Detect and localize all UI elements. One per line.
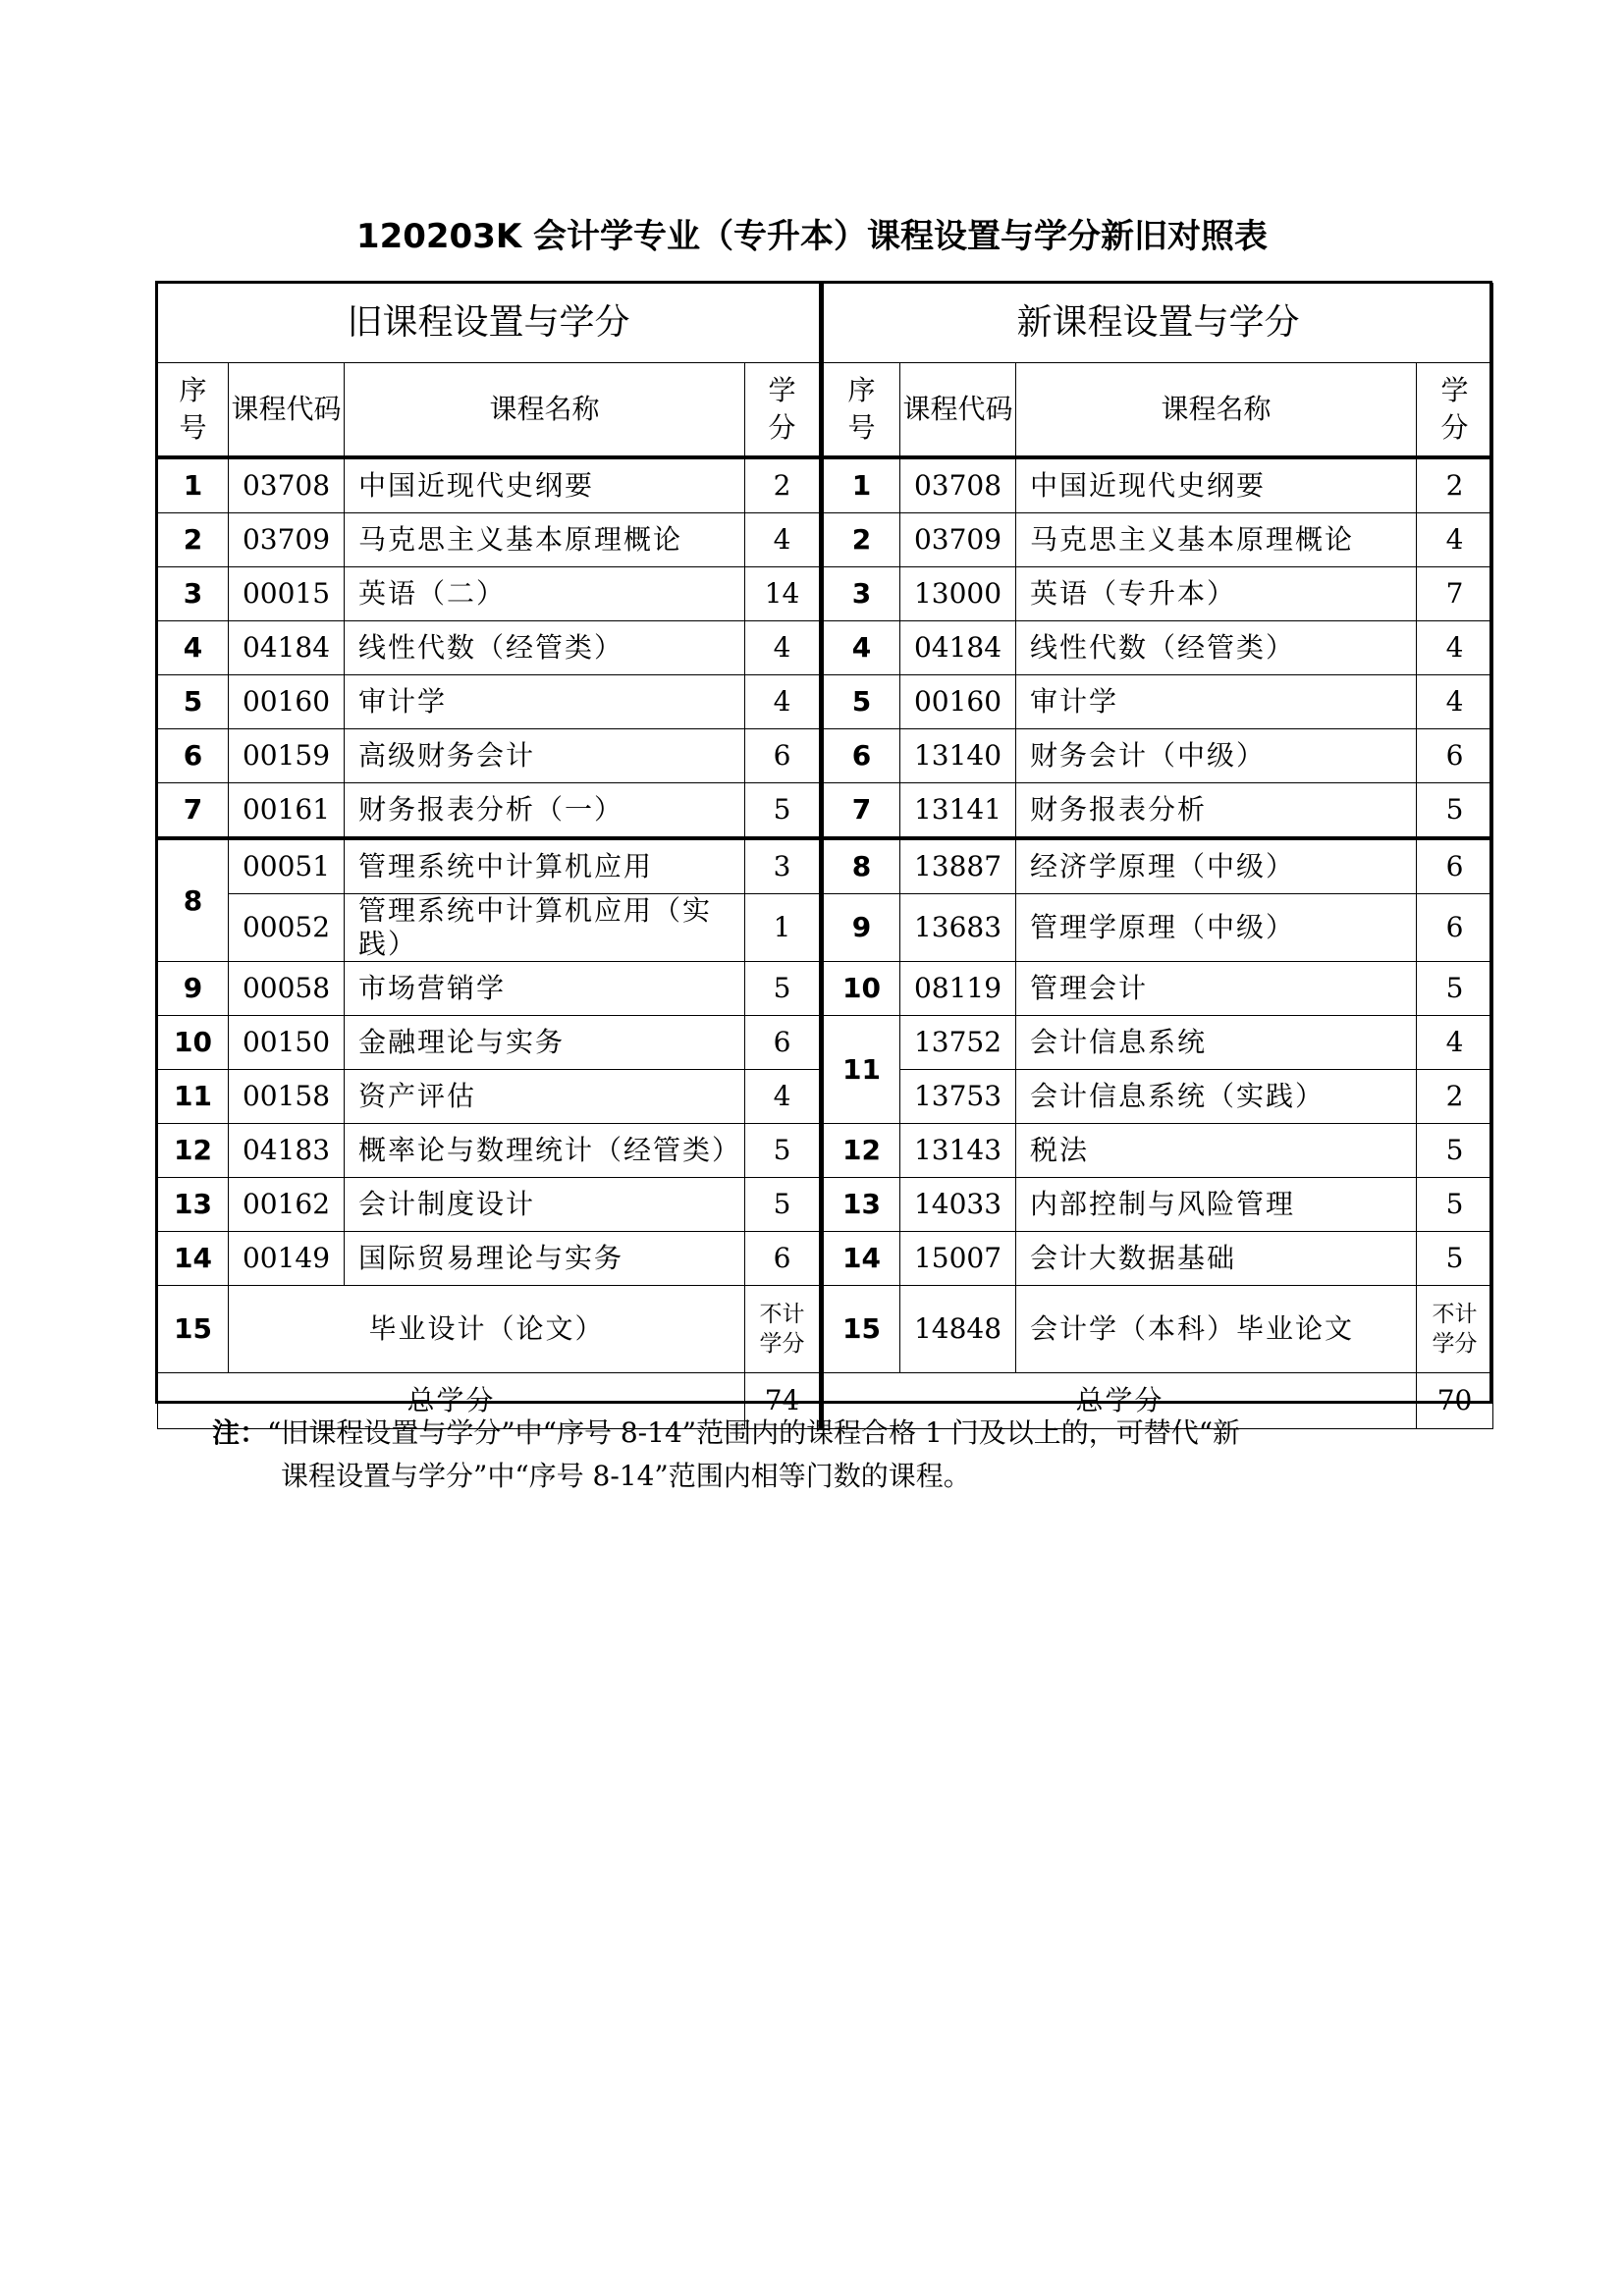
old-credit-cell: 不计 学分 (745, 1286, 822, 1373)
new-credit-cell: 2 (1417, 457, 1493, 513)
old-credit-cell: 14 (745, 567, 822, 621)
table-row (158, 675, 1493, 729)
new-name-cell: 审计学 (1016, 675, 1417, 729)
new-seq-cell: 11 (822, 1016, 900, 1124)
old-name-cell: 管理系统中计算机应用（实践） (345, 894, 745, 962)
old-name-cell: 线性代数（经管类） (345, 621, 745, 675)
new-seq-cell: 7 (822, 783, 900, 839)
new-credit-cell: 4 (1417, 621, 1493, 675)
old-seq-cell: 15 (158, 1286, 229, 1373)
table-row (158, 962, 1493, 1016)
old-code-cell: 00150 (229, 1016, 345, 1070)
new-name-header: 课程名称 (1016, 363, 1417, 458)
old-seq-cell: 7 (158, 783, 229, 839)
old-section-header: 旧课程设置与学分 (158, 284, 822, 363)
new-name-cell: 财务报表分析 (1016, 783, 1417, 839)
old-name-cell: 资产评估 (345, 1070, 745, 1124)
old-code-cell: 00058 (229, 962, 345, 1016)
old-code-cell: 04183 (229, 1124, 345, 1178)
new-code-cell: 03708 (900, 457, 1016, 513)
new-seq-cell: 9 (822, 894, 900, 962)
old-name-cell: 管理系统中计算机应用 (345, 838, 745, 894)
new-credit-cell: 2 (1417, 1070, 1493, 1124)
new-name-cell: 管理学原理（中级） (1016, 894, 1417, 962)
old-code-cell: 00162 (229, 1178, 345, 1232)
new-credit-cell: 4 (1417, 513, 1493, 567)
new-seq-cell: 10 (822, 962, 900, 1016)
new-seq-header: 序 号 (822, 363, 900, 458)
new-name-cell: 中国近现代史纲要 (1016, 457, 1417, 513)
old-credit-cell: 1 (745, 894, 822, 962)
new-code-cell: 03709 (900, 513, 1016, 567)
new-seq-cell: 5 (822, 675, 900, 729)
new-code-cell: 13887 (900, 838, 1016, 894)
old-credit-cell: 4 (745, 513, 822, 567)
new-code-cell: 14033 (900, 1178, 1016, 1232)
old-seq-cell: 10 (158, 1016, 229, 1070)
old-code-cell: 03709 (229, 513, 345, 567)
new-code-header: 课程代码 (900, 363, 1016, 458)
old-credit-cell: 6 (745, 1016, 822, 1070)
old-credit-cell: 2 (745, 457, 822, 513)
old-name-cell: 会计制度设计 (345, 1178, 745, 1232)
old-name-cell: 毕业设计（论文） (229, 1286, 745, 1373)
new-seq-cell: 13 (822, 1178, 900, 1232)
new-credit-header: 学 分 (1417, 363, 1493, 458)
old-code-cell: 00159 (229, 729, 345, 783)
old-seq-cell: 9 (158, 962, 229, 1016)
new-seq-cell: 3 (822, 567, 900, 621)
new-code-cell: 04184 (900, 621, 1016, 675)
document-title: 120203K 会计学专业（专升本）课程设置与学分新旧对照表 (355, 217, 1269, 256)
new-credit-cell: 4 (1417, 675, 1493, 729)
old-name-cell: 高级财务会计 (345, 729, 745, 783)
new-credit-cell: 6 (1417, 894, 1493, 962)
old-seq-header: 序 号 (158, 363, 229, 458)
footnote-label: 注： (212, 1416, 268, 1449)
new-code-cell: 13753 (900, 1070, 1016, 1124)
new-seq-cell: 4 (822, 621, 900, 675)
footnote-line-1: “旧课程设置与学分”中“序号 8-14”范围内的课程合格 1 门及以上的，可替代“新 (267, 1416, 1241, 1449)
old-name-cell: 国际贸易理论与实务 (345, 1232, 745, 1286)
new-total-label: 总学分 (822, 1373, 1417, 1429)
old-credit-cell: 5 (745, 962, 822, 1016)
new-section-header: 新课程设置与学分 (822, 284, 1493, 363)
old-seq-cell: 13 (158, 1178, 229, 1232)
table-row (158, 1124, 1493, 1178)
old-credit-cell: 5 (745, 1124, 822, 1178)
old-credit-cell: 3 (745, 838, 822, 894)
old-credit-cell: 6 (745, 729, 822, 783)
old-seq-cell: 12 (158, 1124, 229, 1178)
new-name-cell: 线性代数（经管类） (1016, 621, 1417, 675)
table-row (158, 1016, 1493, 1070)
table-row (158, 1178, 1493, 1232)
new-code-cell: 13141 (900, 783, 1016, 839)
old-total-label: 总学分 (158, 1373, 745, 1429)
old-seq-cell: 11 (158, 1070, 229, 1124)
new-credit-cell: 不计 学分 (1417, 1286, 1493, 1373)
old-code-cell: 00149 (229, 1232, 345, 1286)
table-row (158, 457, 1493, 513)
old-credit-cell: 5 (745, 783, 822, 839)
new-code-cell: 13000 (900, 567, 1016, 621)
table-row (158, 567, 1493, 621)
new-seq-cell: 1 (822, 457, 900, 513)
old-name-cell: 金融理论与实务 (345, 1016, 745, 1070)
old-code-cell: 03708 (229, 457, 345, 513)
new-code-cell: 13683 (900, 894, 1016, 962)
old-name-cell: 英语（二） (345, 567, 745, 621)
old-name-cell: 审计学 (345, 675, 745, 729)
new-name-cell: 会计信息系统（实践） (1016, 1070, 1417, 1124)
old-code-cell: 00052 (229, 894, 345, 962)
new-name-cell: 马克思主义基本原理概论 (1016, 513, 1417, 567)
new-code-cell: 13752 (900, 1016, 1016, 1070)
new-seq-cell: 8 (822, 838, 900, 894)
new-credit-cell: 5 (1417, 962, 1493, 1016)
new-code-cell: 13143 (900, 1124, 1016, 1178)
old-seq-cell: 4 (158, 621, 229, 675)
new-name-cell: 会计信息系统 (1016, 1016, 1417, 1070)
new-credit-cell: 5 (1417, 1124, 1493, 1178)
old-name-cell: 财务报表分析（一） (345, 783, 745, 839)
old-code-cell: 00015 (229, 567, 345, 621)
new-name-cell: 管理会计 (1016, 962, 1417, 1016)
new-total-value: 70 (1417, 1373, 1493, 1429)
new-name-cell: 财务会计（中级） (1016, 729, 1417, 783)
old-name-cell: 概率论与数理统计（经管类） (345, 1124, 745, 1178)
old-code-cell: 00161 (229, 783, 345, 839)
old-name-header: 课程名称 (345, 363, 745, 458)
new-code-cell: 15007 (900, 1232, 1016, 1286)
old-name-cell: 马克思主义基本原理概论 (345, 513, 745, 567)
footnote (212, 1412, 1449, 1498)
old-credit-header: 学 分 (745, 363, 822, 458)
new-code-cell: 14848 (900, 1286, 1016, 1373)
table-row (158, 894, 1493, 962)
new-seq-cell: 2 (822, 513, 900, 567)
old-seq-cell: 6 (158, 729, 229, 783)
new-seq-cell: 14 (822, 1232, 900, 1286)
table-row (158, 838, 1493, 894)
old-credit-cell: 4 (745, 1070, 822, 1124)
new-credit-cell: 5 (1417, 1232, 1493, 1286)
old-seq-cell: 3 (158, 567, 229, 621)
new-code-cell: 08119 (900, 962, 1016, 1016)
new-credit-cell: 6 (1417, 838, 1493, 894)
old-seq-cell: 2 (158, 513, 229, 567)
table-row (158, 513, 1493, 567)
new-name-cell: 会计学（本科）毕业论文 (1016, 1286, 1417, 1373)
new-name-cell: 税法 (1016, 1124, 1417, 1178)
table-row (158, 1232, 1493, 1286)
old-credit-cell: 4 (745, 675, 822, 729)
old-name-cell: 市场营销学 (345, 962, 745, 1016)
table-row (158, 621, 1493, 675)
old-seq-cell: 8 (158, 838, 229, 962)
new-credit-cell: 7 (1417, 567, 1493, 621)
old-seq-cell: 14 (158, 1232, 229, 1286)
table-row (158, 1286, 1493, 1373)
new-name-cell: 会计大数据基础 (1016, 1232, 1417, 1286)
old-credit-cell: 6 (745, 1232, 822, 1286)
new-credit-cell: 6 (1417, 729, 1493, 783)
new-credit-cell: 5 (1417, 783, 1493, 839)
new-seq-cell: 6 (822, 729, 900, 783)
old-total-value: 74 (745, 1373, 822, 1429)
table-row (158, 729, 1493, 783)
new-name-cell: 内部控制与风险管理 (1016, 1178, 1417, 1232)
old-seq-cell: 1 (158, 457, 229, 513)
course-comparison-table (157, 283, 1493, 1429)
old-code-cell: 00051 (229, 838, 345, 894)
new-name-cell: 英语（专升本） (1016, 567, 1417, 621)
old-seq-cell: 5 (158, 675, 229, 729)
new-code-cell: 00160 (900, 675, 1016, 729)
old-credit-cell: 5 (745, 1178, 822, 1232)
old-name-cell: 中国近现代史纲要 (345, 457, 745, 513)
new-name-cell: 经济学原理（中级） (1016, 838, 1417, 894)
new-seq-cell: 12 (822, 1124, 900, 1178)
new-code-cell: 13140 (900, 729, 1016, 783)
old-code-header: 课程代码 (229, 363, 345, 458)
new-credit-cell: 4 (1417, 1016, 1493, 1070)
new-seq-cell: 15 (822, 1286, 900, 1373)
old-code-cell: 00158 (229, 1070, 345, 1124)
old-code-cell: 04184 (229, 621, 345, 675)
old-credit-cell: 4 (745, 621, 822, 675)
footnote-line-2: 课程设置与学分”中“序号 8-14”范围内相等门数的课程。 (281, 1460, 971, 1492)
new-credit-cell: 5 (1417, 1178, 1493, 1232)
table-row (158, 783, 1493, 839)
old-code-cell: 00160 (229, 675, 345, 729)
